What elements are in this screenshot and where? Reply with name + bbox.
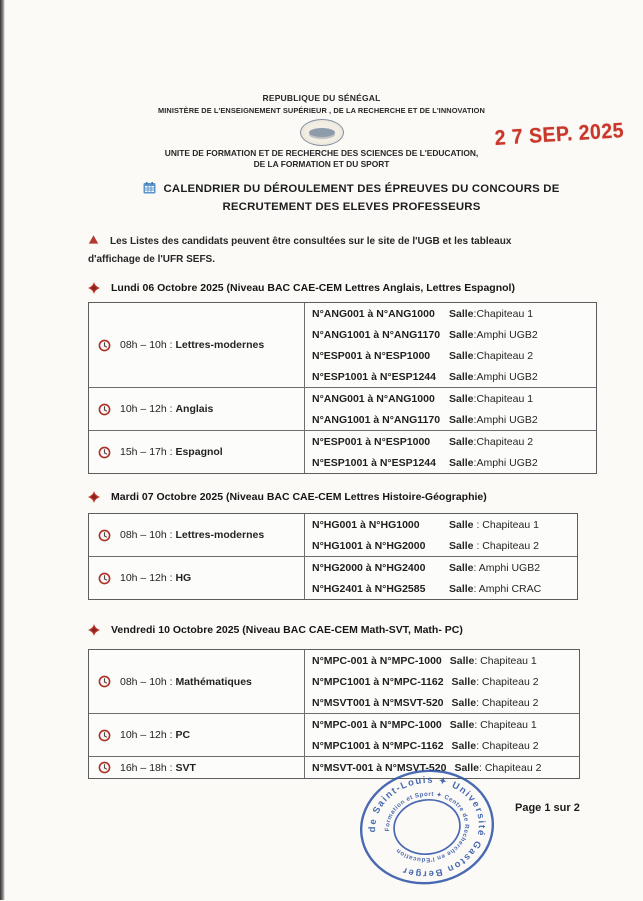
room-label: Salle:Amphi UGB2 — [449, 413, 538, 426]
section-heading-label: Mardi 07 Octobre 2025 (Niveau BAC CAE-CEM Lettres Histoire-Géographie) — [111, 491, 487, 503]
clock-icon — [98, 446, 111, 459]
candidate-range: N°HG2401 à N°HG2585 — [312, 582, 426, 595]
room-assignment-line — [305, 324, 596, 345]
time-slot-cell — [89, 514, 305, 556]
exam-day-section — [88, 623, 580, 779]
candidate-range: N°MSVT-001 à N°MSVT-520 — [312, 761, 447, 774]
room-assignments-cell — [305, 714, 579, 756]
room-assignment-line — [305, 345, 596, 366]
room-assignments-cell — [305, 388, 596, 430]
time-slot-cell — [89, 431, 305, 473]
exam-day-section — [88, 281, 597, 474]
candidate-range: N°HG2000 à N°HG2400 — [312, 561, 426, 574]
time-slot-label: 15h – 17h : Espagnol — [120, 446, 223, 458]
room-label: Salle: Chapiteau 2 — [454, 761, 542, 774]
room-assignment-line — [305, 431, 596, 452]
room-assignment-line — [305, 557, 577, 578]
candidate-range: N°ESP1001 à N°ESP1244 — [312, 456, 436, 469]
room-assignments-cell — [305, 650, 579, 713]
section-heading — [88, 623, 580, 637]
room-assignments-cell — [305, 557, 577, 599]
schedule-table — [88, 649, 580, 779]
room-label: Salle: Chapiteau 2 — [451, 696, 539, 709]
room-label: Salle: Amphi CRAC — [449, 582, 542, 595]
candidate-range: N°ANG001 à N°ANG1000 — [312, 307, 435, 320]
room-assignment-line — [305, 671, 579, 692]
document-title — [70, 181, 633, 216]
logo-emblem-icon — [309, 128, 335, 137]
room-assignments-cell — [305, 431, 596, 473]
room-assignment-line — [305, 409, 596, 430]
red-diamond-icon — [88, 282, 100, 294]
ufr-line1: UNITE DE FORMATION ET DE RECHERCHE DES SCIENCES DE L'EDUCATION, — [164, 148, 479, 158]
time-slot-label: 08h – 10h : Lettres-modernes — [120, 529, 265, 541]
time-slot-label: 10h – 12h : HG — [120, 572, 192, 584]
clock-icon — [98, 761, 111, 774]
candidate-range: N°HG1001 à N°HG2000 — [312, 539, 426, 552]
clock-icon — [98, 572, 111, 585]
room-label: Salle : Chapiteau 2 — [449, 539, 539, 552]
calendar-icon — [143, 182, 156, 194]
clock-icon — [98, 529, 111, 542]
stamp-inner-text: Formation et Sport ✦ Centre de Recherche en l'Education — [384, 790, 470, 864]
candidate-range: N°ESP001 à N°ESP1000 — [312, 349, 431, 362]
room-label: Salle:Amphi UGB2 — [449, 328, 538, 341]
time-slot-cell — [89, 303, 305, 387]
candidate-range: N°ESP001 à N°ESP1000 — [312, 435, 431, 448]
room-assignment-line — [305, 714, 579, 735]
schedule-row — [89, 303, 596, 387]
room-assignment-line — [305, 366, 596, 387]
schedule-row — [89, 650, 579, 713]
schedule-row — [89, 713, 579, 756]
section-heading — [88, 490, 578, 504]
time-slot-cell — [89, 714, 305, 756]
title-line2: RECRUTEMENT DES ELEVES PROFESSEURS — [222, 200, 481, 213]
candidate-range: N°MPC-001 à N°MPC-1000 — [312, 654, 442, 667]
candidate-range: N°MPC1001 à N°MPC-1162 — [312, 739, 444, 752]
section-heading-label: Lundi 06 Octobre 2025 (Niveau BAC CAE-CEM Lettres Anglais, Lettres Espagnol) — [111, 282, 515, 294]
candidate-range: N°MPC1001 à N°MPC-1162 — [312, 675, 444, 688]
time-slot-cell — [89, 757, 305, 778]
room-assignment-line — [305, 578, 577, 599]
received-date-stamp: 2 7 SEP. 2025 — [494, 119, 625, 150]
schedule-row — [89, 556, 577, 599]
candidate-range: N°ESP1001 à N°ESP1244 — [312, 370, 436, 383]
candidate-range: N°HG001 à N°HG1000 — [312, 518, 420, 531]
section-heading — [88, 281, 597, 295]
ufr-line2: DE LA FORMATION ET DU SPORT — [253, 159, 390, 169]
room-label: Salle: Chapiteau 2 — [451, 675, 539, 688]
room-assignment-line — [305, 514, 577, 535]
schedule-row — [89, 387, 596, 430]
section-heading-label: Vendredi 10 Octobre 2025 (Niveau BAC CAE-CEM Math-SVT, Math- PC) — [111, 624, 463, 636]
room-assignment-line — [305, 650, 579, 671]
candidate-range: N°ANG1001 à N°ANG1170 — [312, 413, 441, 426]
title-line1: CALENDRIER DU DÉROULEMENT DES ÉPREUVES DU CONCOURS DE — [163, 183, 560, 195]
candidates-notice — [88, 233, 578, 269]
candidate-range: N°ANG1001 à N°ANG1170 — [312, 328, 441, 341]
time-slot-cell — [89, 388, 305, 430]
warning-triangle-icon — [88, 234, 99, 245]
time-slot-label: 16h – 18h : SVT — [120, 761, 196, 774]
page-number: Page 1 sur 2 — [515, 802, 580, 814]
candidate-range: N°MPC-001 à N°MPC-1000 — [312, 718, 442, 731]
room-assignment-line — [305, 535, 577, 556]
room-assignments-cell — [305, 514, 577, 556]
university-round-stamp — [348, 751, 506, 901]
room-assignment-line — [305, 303, 596, 324]
room-label: Salle:Chapiteau 1 — [449, 307, 534, 320]
room-assignment-line — [305, 452, 596, 473]
schedule-row — [89, 430, 596, 473]
candidate-range: N°ANG001 à N°ANG1000 — [312, 392, 435, 405]
room-label: Salle: Chapiteau 1 — [449, 654, 537, 667]
time-slot-cell — [89, 650, 305, 713]
schedule-table — [88, 513, 578, 600]
notice-line2: d'affichage de l'UFR SEFS. — [88, 254, 215, 265]
time-slot-label: 08h – 10h : Mathématiques — [120, 675, 252, 688]
clock-icon — [98, 675, 111, 688]
time-slot-cell — [89, 557, 305, 599]
time-slot-label: 10h – 12h : PC — [120, 729, 191, 741]
schedule-table — [88, 302, 597, 474]
room-label: Salle:Chapiteau 2 — [449, 435, 534, 448]
clock-icon — [98, 729, 111, 742]
room-label: Salle: Chapiteau 2 — [451, 739, 539, 752]
room-assignment-line — [305, 692, 579, 713]
room-label: Salle:Chapiteau 1 — [449, 392, 534, 405]
time-slot-label: 08h – 10h : Lettres-modernes — [120, 339, 265, 351]
room-label: Salle: Chapiteau 1 — [449, 718, 537, 731]
stamp-outer-text: de Saint-Louis ✦ Université Gaston Berger — [367, 774, 487, 880]
exam-day-section — [88, 490, 578, 600]
clock-icon — [98, 403, 111, 416]
ministry-line: MINISTÈRE DE L'ENSEIGNEMENT SUPÉRIEUR , DE LA RECHERCHE ET DE L'INNOVATION — [158, 106, 485, 115]
clock-icon — [98, 339, 111, 352]
red-diamond-icon — [88, 491, 100, 503]
university-logo — [300, 119, 344, 146]
room-label: Salle:Chapiteau 2 — [449, 349, 534, 362]
notice-line1: Les Listes des candidats peuvent être consultées sur le site de l'UGB et les tableaux — [110, 236, 512, 247]
room-label: Salle:Amphi UGB2 — [449, 456, 538, 469]
red-diamond-icon — [88, 624, 100, 636]
room-label: Salle:Amphi UGB2 — [449, 370, 538, 383]
time-slot-label: 10h – 12h : Anglais — [120, 403, 214, 415]
room-label: Salle: Amphi UGB2 — [449, 561, 541, 574]
room-assignments-cell — [305, 303, 596, 387]
room-label: Salle : Chapiteau 1 — [449, 518, 539, 531]
republic-line: REPUBLIQUE DU SÉNÉGAL — [262, 93, 381, 103]
candidate-range: N°MSVT001 à N°MSVT-520 — [312, 696, 444, 709]
schedule-row — [89, 514, 577, 556]
room-assignment-line — [305, 388, 596, 409]
